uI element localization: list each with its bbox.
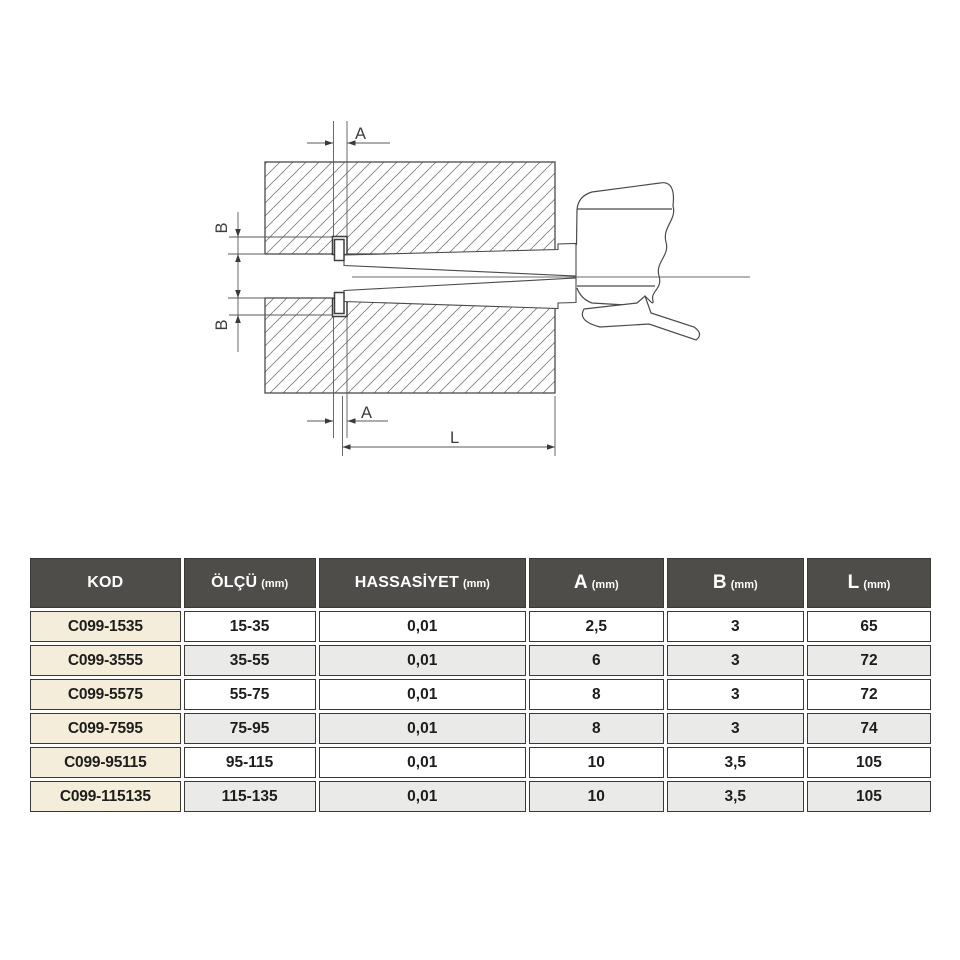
cell-a: 8 bbox=[529, 713, 664, 744]
cell-hassasiyet: 0,01 bbox=[319, 713, 526, 744]
lower-jaw bbox=[335, 293, 345, 314]
col-header-b: B (mm) bbox=[667, 558, 804, 608]
cell-kod: C099-5575 bbox=[30, 679, 181, 710]
cell-l: 105 bbox=[807, 781, 931, 812]
table-row bbox=[30, 645, 931, 676]
cell-kod: C099-115135 bbox=[30, 781, 181, 812]
cell-b: 3 bbox=[667, 679, 804, 710]
dimension-a-top bbox=[307, 125, 390, 146]
upper-block bbox=[265, 162, 555, 254]
cell-kod: C099-95115 bbox=[30, 747, 181, 778]
cell-hassasiyet: 0,01 bbox=[319, 781, 526, 812]
lower-block bbox=[265, 298, 555, 393]
cell-kod: C099-7595 bbox=[30, 713, 181, 744]
col-header-olcu: ÖLÇÜ (mm) bbox=[184, 558, 316, 608]
col-header-a: A (mm) bbox=[529, 558, 664, 608]
col-header-hassasiyet: HASSASİYET (mm) bbox=[319, 558, 526, 608]
cell-a: 8 bbox=[529, 679, 664, 710]
cell-l: 105 bbox=[807, 747, 931, 778]
cell-l: 72 bbox=[807, 645, 931, 676]
label-b-top: B bbox=[213, 222, 231, 234]
cell-b: 3,5 bbox=[667, 747, 804, 778]
cell-kod: C099-3555 bbox=[30, 645, 181, 676]
spec-table bbox=[27, 555, 934, 815]
label-a-top: A bbox=[355, 125, 367, 143]
header-row bbox=[30, 558, 931, 608]
cell-hassasiyet: 0,01 bbox=[319, 747, 526, 778]
cell-l: 65 bbox=[807, 611, 931, 642]
cell-hassasiyet: 0,01 bbox=[319, 679, 526, 710]
cell-hassasiyet: 0,01 bbox=[319, 645, 526, 676]
cell-olcu: 15-35 bbox=[184, 611, 316, 642]
cell-a: 2,5 bbox=[529, 611, 664, 642]
table-row bbox=[30, 611, 931, 642]
cell-a: 10 bbox=[529, 781, 664, 812]
label-l: L bbox=[450, 429, 460, 447]
cell-a: 10 bbox=[529, 747, 664, 778]
cell-hassasiyet: 0,01 bbox=[319, 611, 526, 642]
spec-table-container bbox=[27, 555, 934, 815]
cell-b: 3 bbox=[667, 713, 804, 744]
gauge-body bbox=[577, 183, 700, 340]
cell-olcu: 115-135 bbox=[184, 781, 316, 812]
workpiece-section bbox=[265, 162, 555, 393]
table-row bbox=[30, 747, 931, 778]
table-row bbox=[30, 679, 931, 710]
col-header-l: L (mm) bbox=[807, 558, 931, 608]
cell-b: 3 bbox=[667, 645, 804, 676]
cell-b: 3 bbox=[667, 611, 804, 642]
break-line bbox=[645, 206, 674, 303]
thumb-lever bbox=[582, 296, 699, 340]
cell-b: 3,5 bbox=[667, 781, 804, 812]
label-a-bottom: A bbox=[361, 404, 373, 422]
dimension-b bbox=[213, 212, 241, 352]
cell-olcu: 55-75 bbox=[184, 679, 316, 710]
table-row bbox=[30, 713, 931, 744]
upper-jaw bbox=[335, 240, 345, 261]
col-header-kod: KOD bbox=[30, 558, 181, 608]
cell-olcu: 95-115 bbox=[184, 747, 316, 778]
label-b-bottom: B bbox=[213, 319, 231, 331]
dimension-l bbox=[343, 429, 556, 450]
cell-olcu: 35-55 bbox=[184, 645, 316, 676]
table-row bbox=[30, 781, 931, 812]
cell-l: 72 bbox=[807, 679, 931, 710]
cell-olcu: 75-95 bbox=[184, 713, 316, 744]
cell-a: 6 bbox=[529, 645, 664, 676]
cell-l: 74 bbox=[807, 713, 931, 744]
dimension-a-bottom bbox=[307, 404, 388, 424]
cell-kod: C099-1535 bbox=[30, 611, 181, 642]
